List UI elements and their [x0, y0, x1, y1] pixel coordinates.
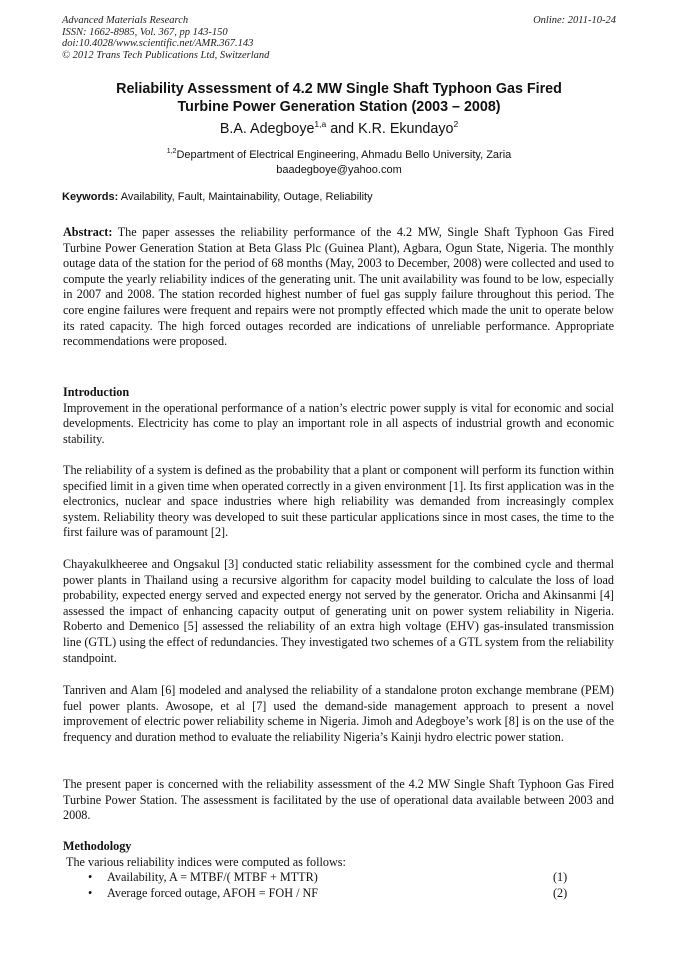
abstract-paragraph	[63, 225, 614, 350]
title-line-2: Turbine Power Generation Station (2003 – 2008)	[177, 98, 501, 115]
keywords-line	[62, 190, 616, 204]
equation-text: Average forced outage, AFOH = FOH / NF	[107, 885, 319, 900]
introduction-heading: Introduction	[63, 385, 130, 399]
equation-number: (2)	[553, 885, 568, 900]
methodology-heading: Methodology	[63, 839, 132, 853]
keywords-label: Keywords:	[62, 191, 119, 203]
introduction-paragraph: Chayakulkheeree and Ongsakul [3] conducted static reliability assessment for the combined cycle and thermal power plants in Thailand using a recursive algorithm for capacity model building to calculate the loss of load probability, expected energy served and expected energy not served by the generator. Oricha and Akinsanmi [4] assessed the impact of enhancing capacity output of generating unit on power system reliability in Nigeria. Roberto and Demenico [5] assessed the reliability of an extra high voltage (EHV) gas-insulated transmission line (GTL) using the effect of redundancies. They investigated two schemes of a GTL system from the reliability standpoint.	[63, 557, 614, 665]
journal-header	[62, 15, 269, 61]
journal-name: Advanced Materials Research	[62, 15, 189, 26]
equation-number: (1)	[553, 870, 568, 885]
equation-text: Availability, A = MTBF/( MTBF + MTTR)	[107, 870, 318, 885]
equation-row	[63, 886, 614, 902]
paper-title	[62, 81, 616, 116]
introduction-paragraph: The reliability of a system is defined as the probability that a plant or component will perform its function within specified limit in a given time when operated correctly in a given environment [1]. Its first application was in the electronics, nuclear and space industries where high reliability was demanded from increasingly complex system. Reliability theory was developed to suit these particular applications since in most cases, the time to the first failure was of paramount [2].	[63, 463, 614, 540]
equation-row	[63, 870, 614, 886]
journal-issn: ISSN: 1662-8985, Vol. 367, pp 143-150	[62, 26, 228, 38]
introduction-paragraph: Tanriven and Alam [6] modeled and analysed the reliability of a standalone proton exchange membrane (PEM) fuel power plants. Awosope, et al [7] used the demand-side management approach to present a novel improvement of electric power reliability scheme in Nigeria. Jimoh and Adegboye’s work [8] is on the use of the frequency and duration method to evaluate the reliability Nigeria’s Kainji hydro electric power station.	[63, 683, 614, 744]
methodology-intro: The various reliability indices were computed as follows:	[66, 854, 346, 869]
author-joiner: and	[326, 121, 359, 137]
author-name: K.R. Ekundayo	[358, 121, 454, 137]
author-affiliation-marker: 2	[453, 119, 459, 129]
introduction-paragraph: The present paper is concerned with the reliability assessment of the 4.2 MW Single Shaft Typhoon Gas Fired Turbine Power Station. The assessment is facilitated by the use of operational data available between 2003 and 2008.	[63, 777, 614, 823]
journal-copyright: © 2012 Trans Tech Publications Ltd, Switzerland	[62, 49, 270, 61]
introduction-section	[63, 385, 614, 447]
abstract-label: Abstract:	[63, 225, 113, 239]
bullet-icon: •	[88, 870, 93, 885]
affiliation-block	[62, 148, 616, 177]
author-name: B.A. Adegboye	[219, 121, 315, 137]
author-email[interactable]: baadegboye@yahoo.com	[276, 163, 402, 176]
online-date: Online: 2011-10-24	[533, 15, 616, 26]
bullet-icon: •	[88, 885, 93, 900]
keywords-text: Availability, Fault, Maintainability, Outage, Reliability	[118, 191, 373, 203]
affiliation-marker: 1,2	[166, 148, 177, 155]
author-affiliation-marker: 1,a	[314, 119, 327, 129]
affiliation-text: Department of Electrical Engineering, Ahmadu Bello University, Zaria	[176, 149, 512, 161]
author-list	[62, 120, 616, 138]
abstract-text: The paper assesses the reliability performance of the 4.2 MW, Single Shaft Typhoon Gas Fired Turbine Power Generation Station at Beta Glass Plc (Guinea Plant), Agbara, Ogun State, Nigeria. The monthly outage data of the station for the period of 68 months (May, 2003 to December, 2008) were collected and used to compute the yearly reliability indices of the generating unit. The unit availability was found to be low, especially in 2007 and 2008. The station recorded highest number of fuel gas supply failure throughout this period. The core engine failures were frequent and repairs were not promptly effected which made the unit to operate below its rated capacity. The high forced outages recorded are indications of unreliable performance. Appropriate recommendations were proposed.	[63, 225, 614, 349]
title-line-1: Reliability Assessment of 4.2 MW Single Shaft Typhoon Gas Fired	[116, 81, 562, 97]
methodology-section	[63, 839, 614, 901]
journal-doi: doi:10.4028/www.scientific.net/AMR.367.143	[62, 38, 254, 49]
introduction-paragraph: Improvement in the operational performance of a nation’s electric power supply is vital for economic and social developments. Electricity has come to play an important role in all aspects of industrial growth and economic stability.	[63, 400, 614, 446]
